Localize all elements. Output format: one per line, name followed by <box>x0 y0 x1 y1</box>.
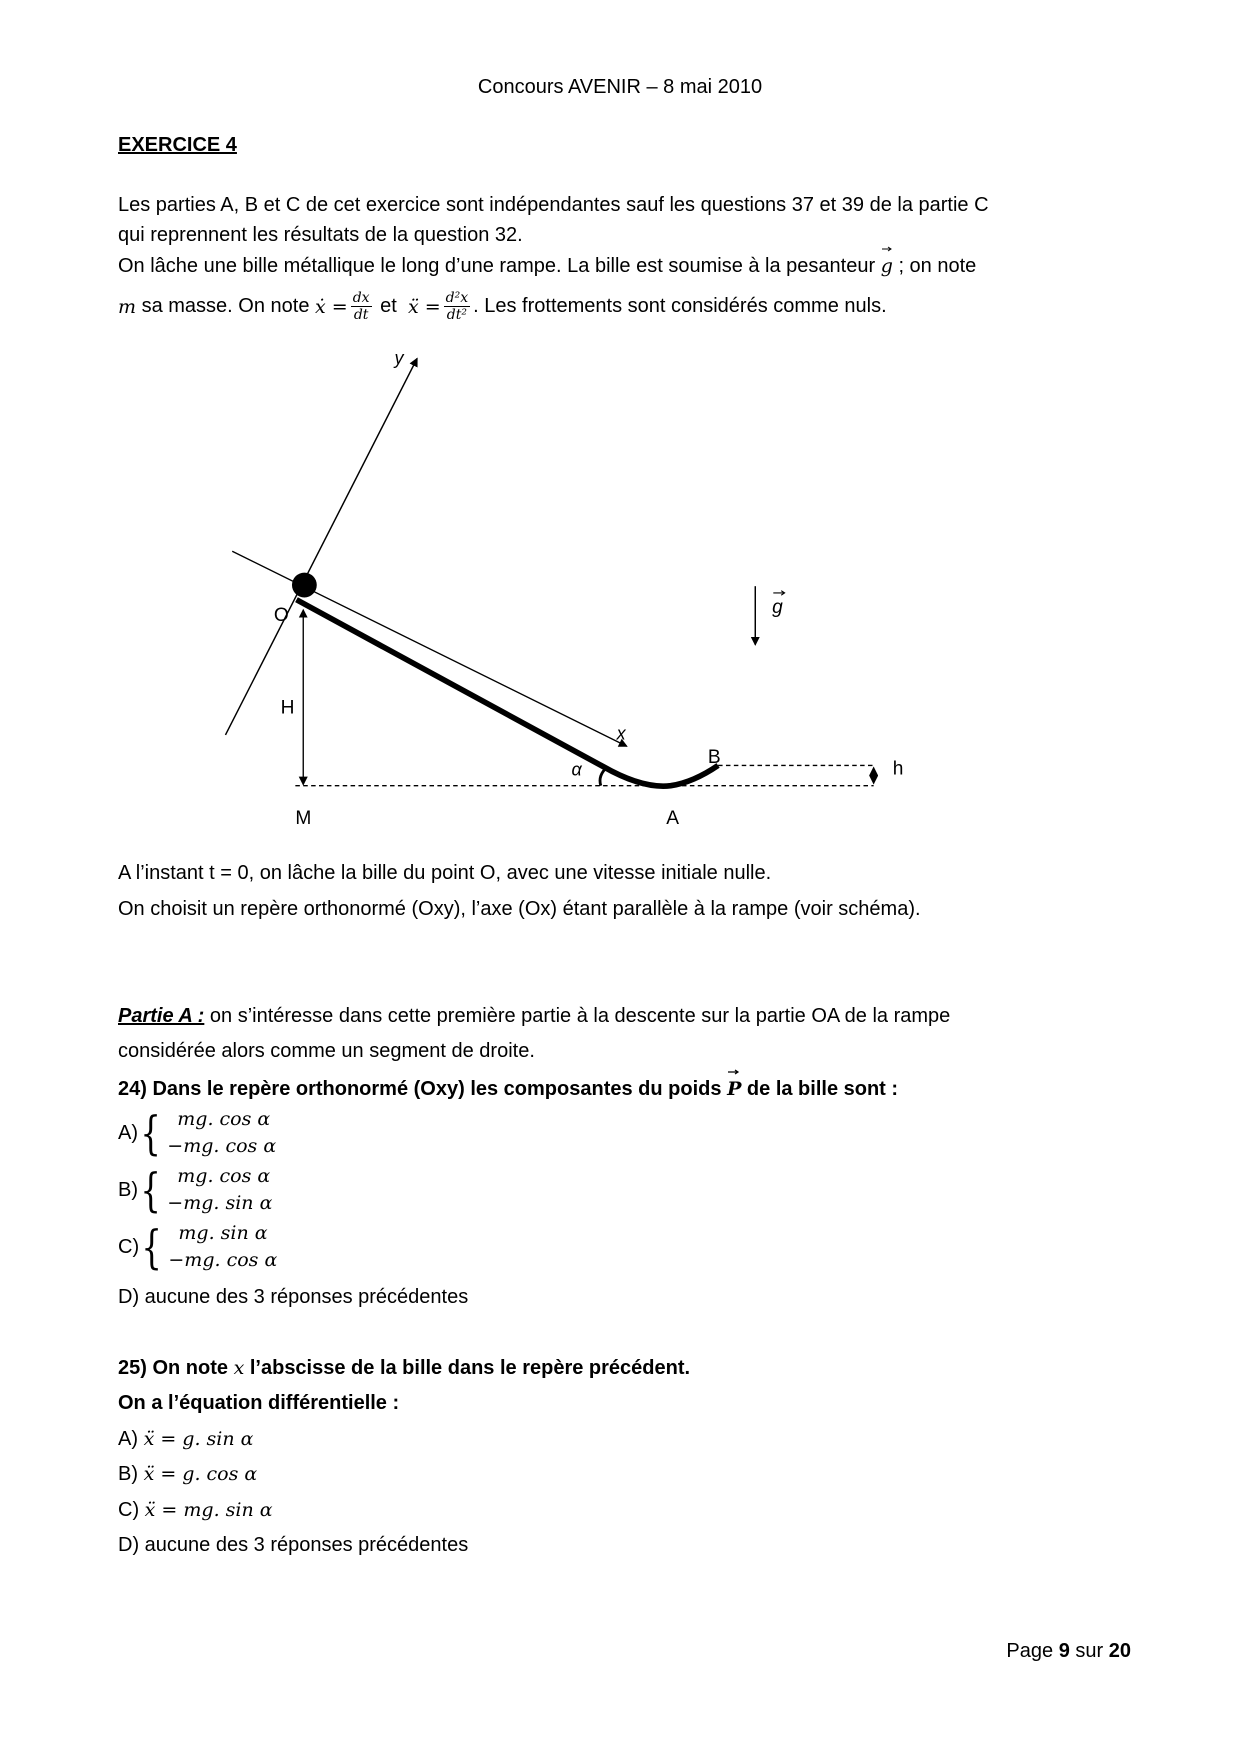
intro-text: . Les frottements sont considérés comme nuls. <box>473 295 887 317</box>
page-header: Concours AVENIR – 8 mai 2010 <box>477 76 763 98</box>
label-alpha: α <box>571 759 582 780</box>
xddot: ẍ = <box>407 295 441 318</box>
label-g: g <box>772 597 783 619</box>
ramp <box>296 600 718 786</box>
component-x: mg. cos α <box>177 1165 271 1187</box>
component-y: −mg. cos α <box>168 1249 278 1271</box>
component-x: mg. sin α <box>178 1222 268 1244</box>
after-line-2: On choisit un repère orthonormé (Oxy), l’axe (Ox) étant parallèle à la rampe (voir schéma). <box>118 898 921 920</box>
option-label: C) <box>118 1499 140 1521</box>
q25-option-a[interactable] <box>118 1428 253 1451</box>
P-vector: P <box>727 1078 741 1100</box>
intro-line-2: qui reprennent les résultats de la question 32. <box>118 224 523 246</box>
intro-line-1: Les parties A, B et C de cet exercice sont indépendantes sauf les questions 37 et 39 de la partie C <box>118 194 989 216</box>
part-a-line-1 <box>118 1005 950 1028</box>
part-a-text: on s’intéresse dans cette première partie à la descente sur la partie OA de la rampe <box>204 1005 951 1027</box>
option-label: A) <box>118 1428 138 1450</box>
q25-text-b: l’abscisse de la bille dans le repère précédent. <box>249 1357 691 1379</box>
question-24 <box>118 1078 898 1101</box>
intro-text: sa masse. On note <box>141 295 310 317</box>
option-label: B) <box>118 1178 138 1201</box>
q24-option-a[interactable] <box>118 1106 276 1160</box>
q24-option-d[interactable]: D) aucune des 3 réponses précédentes <box>118 1286 469 1308</box>
q25-option-b[interactable] <box>118 1463 257 1486</box>
part-a-line-2: considérée alors comme un segment de droite. <box>118 1040 535 1062</box>
component-y: −mg. sin α <box>167 1192 273 1214</box>
brace: { <box>141 1220 162 1274</box>
label-O: O <box>273 605 289 627</box>
label-H: H <box>280 697 295 719</box>
q24-text: 24) Dans le repère orthonormé (Oxy) les composantes du poids <box>118 1078 722 1100</box>
option-label: A) <box>118 1121 138 1144</box>
exercise-title: EXERCICE 4 <box>118 134 237 156</box>
ball <box>292 573 317 598</box>
intro-text: On lâche une bille métallique le long d’une rampe. La bille est soumise à la pesanteur <box>118 255 876 277</box>
component-y: −mg. cos α <box>167 1135 277 1157</box>
component-x: mg. cos α <box>177 1108 271 1130</box>
label-A: A <box>666 808 679 830</box>
q24-text-b: de la bille sont : <box>746 1078 899 1100</box>
equation: ẍ = g. sin α <box>143 1428 254 1450</box>
fraction-dx-dt: $\frac{dx}{dt}$ <box>352 290 370 323</box>
question-25 <box>118 1357 690 1380</box>
mass-symbol: m <box>118 295 137 318</box>
g-vector-arrow-icon <box>773 591 784 596</box>
brace: { <box>140 1163 161 1217</box>
label-y: y <box>394 348 404 369</box>
label-h: h <box>892 758 904 780</box>
label-B: B <box>707 747 721 769</box>
q25-option-c[interactable] <box>118 1499 273 1522</box>
q24-option-c[interactable] <box>118 1220 277 1274</box>
xdot: ẋ = <box>315 295 348 318</box>
alpha-arc <box>600 767 608 786</box>
vector-arrow-icon <box>727 1069 740 1075</box>
brace: { <box>140 1106 161 1160</box>
y-axis <box>225 358 417 735</box>
intro-text-b: ; on note <box>898 255 977 277</box>
q24-option-b[interactable] <box>118 1163 272 1217</box>
equation: ẍ = g. cos α <box>143 1463 258 1485</box>
option-label: B) <box>118 1463 138 1485</box>
et: et <box>380 295 397 317</box>
option-label: C) <box>118 1235 140 1258</box>
g-vector: g <box>881 255 893 277</box>
page-number: Page 9 sur 20 <box>1006 1640 1131 1662</box>
part-a-label: Partie A : <box>118 1005 205 1027</box>
fraction-d2x-dt2: $\frac{\text{d²x}}{\text{dt²}}$ <box>445 290 469 323</box>
label-x: x <box>616 723 626 744</box>
q25-option-d[interactable]: D) aucune des 3 réponses précédentes <box>118 1534 469 1556</box>
label-M: M <box>295 808 312 830</box>
q25-text: 25) On note <box>118 1357 229 1379</box>
equation: ẍ = mg. sin α <box>144 1499 273 1521</box>
x-symbol: x <box>233 1357 245 1379</box>
after-line-1: A l’instant t = 0, on lâche la bille du point O, avec une vitesse initiale nulle. <box>118 862 772 884</box>
q25-line-2: On a l’équation différentielle : <box>118 1392 400 1414</box>
